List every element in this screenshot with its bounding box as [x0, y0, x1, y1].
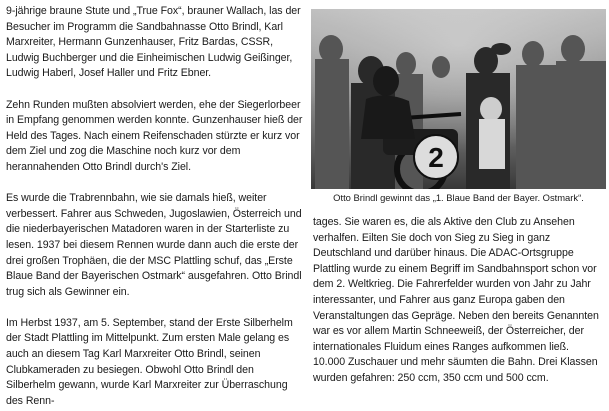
race-winner-photo — [311, 9, 606, 189]
paragraph-ten-laps: Zehn Runden mußten absolviert werden, ehe der Siegerlorbeer in Empfang genommen werden konnte. Gunzenhauser hieß der Held des Tages. Nach einem Reifenschaden stürzte er kurz vor dem Ziel und zog die Maschine noch kurz vor dem herannahenden Otto Brindl durch's Ziel. — [6, 98, 303, 173]
paragraph-trotting-track: Es wurde die Trabrennbahn, wie sie damals hieß, weiter verbessert. Fahrer aus Schweden, Jugoslawien, Österreich und die niederbayerischen Matadoren waren in der Starterliste zu lesen. 1937 bei diesem Rennen wurde dann auch die erste der drei großen Trophäen, die der MSC Plattling schuf, das „Erste Blaue Band der Bayerischen Ostmark“ ausgefahren. Otto Brindl trug sich als Gewinner ein. — [6, 192, 302, 298]
right-text-column — [313, 215, 603, 387]
photo-caption: Otto Brindl gewinnt das „1. Blaue Band der Bayer. Ostmark“. — [333, 192, 584, 203]
paragraph-silver-helmet: Im Herbst 1937, am 5. September, stand der Erste Silberhelm der Stadt Plattling im Mittelpunkt. Zum ersten Male gelang es auch an diesem Tag Karl Marxreiter Otto Brindl, seinen Clubkameraden zu besiegen. Obwohl Otto Brindl den Silberhelm gewann, wurde Karl Marxreiter zur Überraschung des Renn- — [6, 316, 293, 407]
start-number: 2 — [428, 142, 444, 173]
left-text-column — [6, 4, 306, 409]
paragraph-horses-riders: 9-jährige braune Stute und „True Fox“, brauner Wallach, las der Besucher im Programm die Sandbahnasse Otto Brindl, Karl Marxreiter, Hermann Gunzenhauser, Fritz Bardas, CSSR, Ludwig Buchberger und die Einheimischen Ludwig Geißinger, Ludwig Haberl, Josef Haller und Fritz Ebner. — [6, 5, 301, 80]
paragraph-club-success: tages. Sie waren es, die als Aktive den Club zu Ansehen verhalfen. Eilten Sie doch von Sieg zu Sieg in ganz Deutschland und darüber hinaus. Die ADAC-Ortsgruppe Plattling wurde zu einem Begriff im Sandbahnsport schon vor dem 2. Weltkrieg. Die Fahrerfelder wurden von Jahr zu Jahr interessanter, und Fahrer aus ganz Europa gaben den Veranstaltungen das Gepräge. Neben den bereits Genannten war es vor allem Martin Schneeweiß, der Österreicher, der internationales Fluidum eines Ranges aufkommen ließ. 10.000 Zuschauer und mehr säumten die Bahn. Drei Klassen wurden gefahren: 250 ccm, 350 ccm und 500 ccm. — [313, 216, 599, 384]
